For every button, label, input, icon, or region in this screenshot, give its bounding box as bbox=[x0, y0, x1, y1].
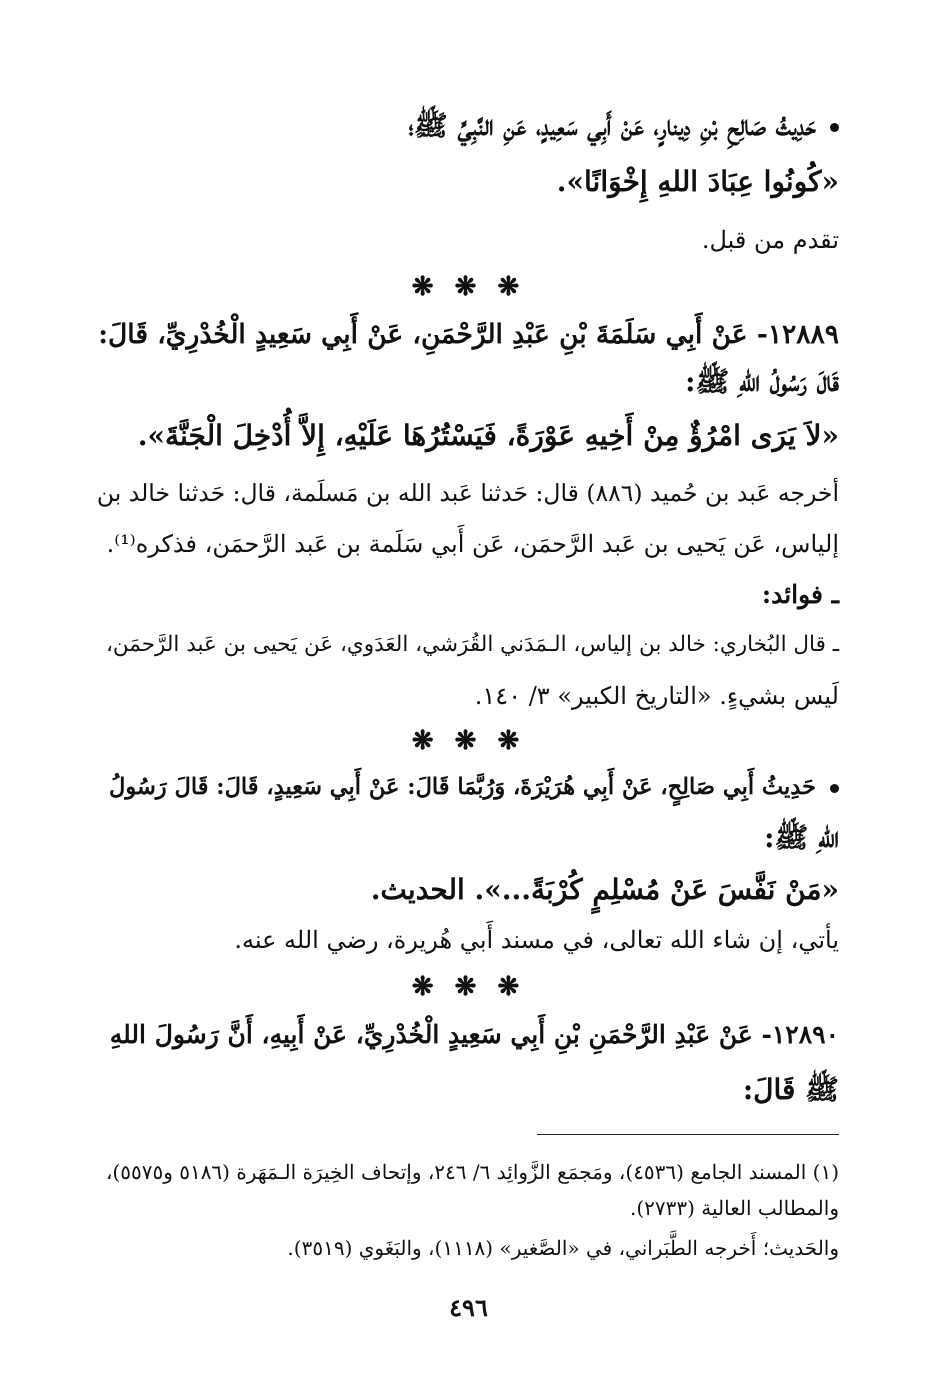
fawaid-line-1: ـ قال البُخاري: خالد بن إلياس، الـمَدَني القُرَشي، العَدَوي، عَن يَحيى بن عَبد الرَّحمَن، bbox=[105, 632, 839, 657]
hadith-12889-quote: «لاَ يَرَى امْرُؤٌ مِنْ أَخِيهِ عَوْرَةً، فَيَسْتُرُهَا عَلَيْهِ، إِلاَّ أُدْخِلَ الْجَنَّةَ». bbox=[137, 419, 839, 452]
section-separator: ❋ ❋ ❋ bbox=[411, 972, 526, 1002]
hadith-12889-takhrij-line-1: أخرجه عَبد بن حُميد (٨٨٦) قال: حَدثنا عَبد الله بن مَسلَمة، قال: حَدثنا خالد بن bbox=[96, 479, 839, 507]
hadith-12889-isnad: ١٢٨٨٩- عَنْ أَبِي سَلَمَةَ بْنِ عَبْدِ الرَّحْمَنِ، عَنْ أَبِي سَعِيدٍ الْخُدْرِيِّ، قَالَ: bbox=[98, 319, 839, 350]
hadith-abu-salih-line-1-text: حَدِيثُ أَبِي صَالِحٍ، عَنْ أَبِي هُرَيْرَةَ، وَرُبَّمَا قَالَ: عَنْ أَبِي سَعِيدٍ، قَالَ: قَالَ رَسُولُ bbox=[108, 774, 816, 800]
footnote-1-line-3: والحَديث؛ أَخرجه الطَّبَراني، في «الصَّغير» (١١١٨)، والبَغَوي (٣٥١٩). bbox=[287, 1236, 839, 1260]
section-separator: ❋ ❋ ❋ bbox=[411, 272, 526, 302]
hadith-salih-note: تقدم من قبل. bbox=[701, 226, 839, 254]
section-separator: ❋ ❋ ❋ bbox=[411, 726, 526, 756]
footnote-1-line-2: والمطالب العالية (٢٧٣٣). bbox=[629, 1196, 839, 1220]
hadith-abu-salih-note: يأتي، إن شاء الله تعالى، في مسند أَبي هُريرة، رضي الله عنه. bbox=[234, 926, 839, 954]
hadith-salih-line-1 bbox=[98, 109, 839, 142]
hadith-12889-line-2: قَالَ رَسُولُ اللهِ ﷺ: bbox=[685, 365, 839, 398]
footnote-1-line-1: (١) المسند الجامع (٤٥٣٦)، ومَجمَع الزَّوائِد ٦/ ٢٤٦، وإتحاف الخِيرَة الـمَهَرة (٥١٨٦ و٥٥٧٥)، bbox=[105, 1160, 839, 1184]
hadith-abu-salih-line-1 bbox=[98, 776, 839, 799]
footnote-divider bbox=[537, 1134, 839, 1135]
fawaid-line-2: لَيس بشيءٍ. «التاريخ الكبير» ٣/ ١٤٠. bbox=[474, 682, 839, 710]
page-number: ٤٩٦ bbox=[449, 1293, 488, 1322]
hadith-salih-quote: «كُونُوا عِبَادَ اللهِ إِخْوَانًا». bbox=[556, 165, 839, 198]
fawaid-heading: ـ فوائد: bbox=[761, 580, 839, 609]
bullet-icon bbox=[830, 784, 839, 793]
hadith-salih-line-1-text: حَدِيثُ صَالِحِ بْنِ دِينارٍ، عَنْ أَبِي سَعِيدٍ، عَنِ النَّبِيِّ ﷺ؛ bbox=[408, 109, 816, 142]
hadith-12890-isnad: ١٢٨٩٠- عَنْ عَبْدِ الرَّحْمَنِ بْنِ أَبِي سَعِيدٍ الْخُدْرِيِّ، عَنْ أَبِيهِ، أَنَّ رَسُولَ اللهِ bbox=[109, 1020, 839, 1049]
hadith-12890-line-2: ﷺ قَالَ: bbox=[742, 1073, 839, 1106]
hadith-abu-salih-quote: «مَنْ نَفَّسَ عَنْ مُسْلِمٍ كُرْبَةً...». الحديث. bbox=[370, 873, 839, 906]
hadith-abu-salih-line-2: اللهِ ﷺ: bbox=[764, 821, 839, 854]
hadith-12889-takhrij-line-2: إلياس، عَن يَحيى بن عَبد الرَّحمَن، عَن أَبي سَلَمة بن عَبد الرَّحمَن، فذكره⁽¹⁾. bbox=[106, 530, 839, 558]
bullet-icon bbox=[830, 123, 839, 132]
